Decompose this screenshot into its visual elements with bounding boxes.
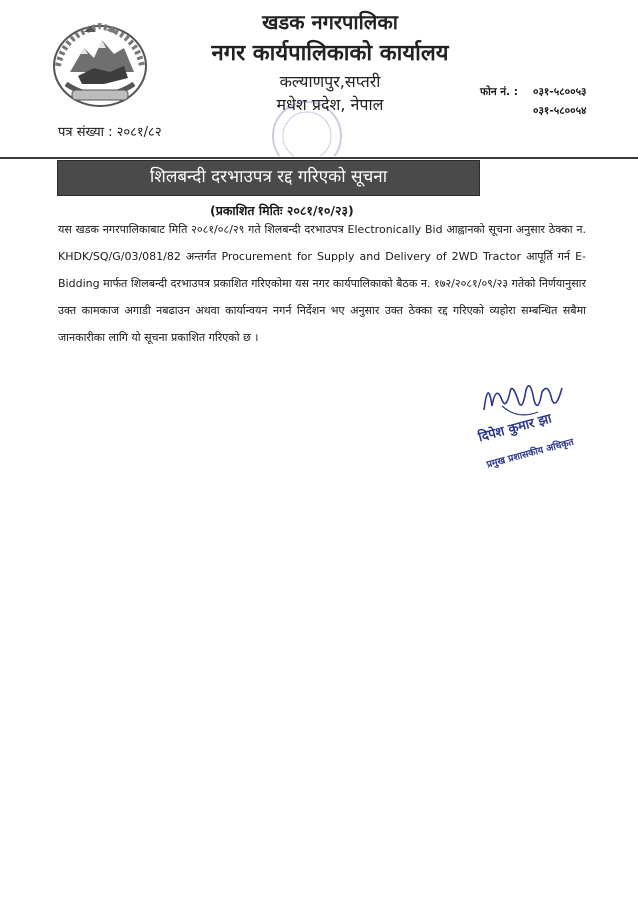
address-line-1: कल्याणपुर,सप्तरी [279,72,381,91]
nepal-government-emblem-icon [44,14,156,112]
phone-number-1: ०३१-५८००५३ [533,86,587,98]
signatory-title: प्रमुख प्रशासकीय अधिकृत [485,436,576,471]
header-divider [0,157,638,159]
office-stamp-icon [252,96,362,156]
letter-reference-number: पत्र संख्या : २०८१/८२ [58,125,162,140]
signatory-name: दिपेश कुमार झा [476,411,554,446]
office-name: नगर कार्यपालिकाको कार्यालय [211,41,449,66]
notice-body: यस खडक नगरपालिकाबाट मिति २०८१/०८/२९ गते शिलबन्दी दरभाउपत्र Electronically Bid आह्वानको सूचना अनुसार ठेक्का न. KHDK/SQ/G/03/081/82 अन्तर्गत Procurement for Supply and Delivery of 2WD Tractor आपूर्ति गर्न E-Bidding मार्फत शिलबन्दी दरभाउपत्र प्रकाशित गरिएकोमा यस नगर कार्यपालिकाको बैठक न. १७२/२०८१/०९/२३ गतेको निर्णयानुसार उक्त कामकाज अगाडी नबढाउन अथवा कार्यान्वयन नगर्न निर्देशन भए अनुसार उक्त ठेक्का रद्द गरिएको व्यहोरा सम्बन्धित सबैमा जानकारीका लागि यो सूचना प्रकाशित गरिएको छ । [58,223,586,344]
published-date: (प्रकाशित मितिः २०८१/१०/२३) [210,203,354,218]
address-line-2: मधेश प्रदेश, नेपाल [276,95,384,114]
municipality-name: खडक नगरपालिका [262,10,398,34]
phone-label: फोन नं. : [480,86,518,98]
notice-title-banner: शिलबन्दी दरभाउपत्र रद्द गरिएको सूचना [57,160,480,196]
phone-number-2: ०३१-५८००५४ [533,105,587,117]
